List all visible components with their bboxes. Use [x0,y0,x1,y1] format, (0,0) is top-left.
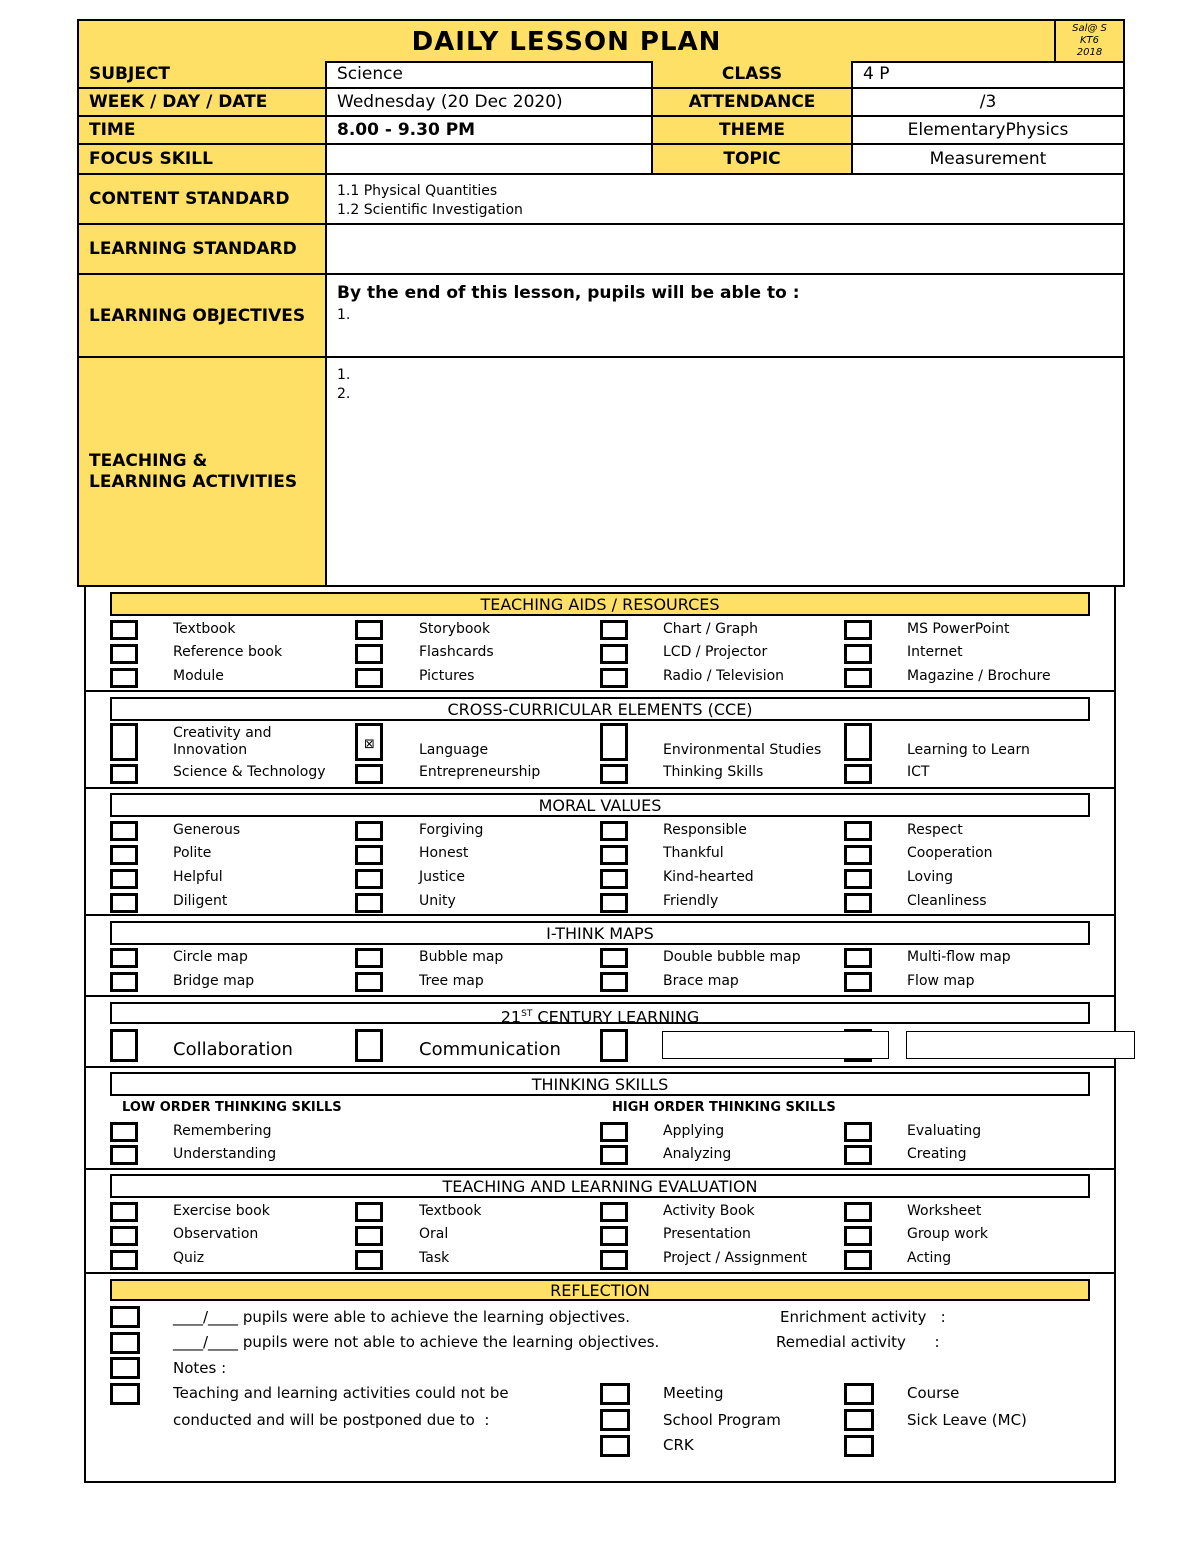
checkbox[interactable] [355,972,383,992]
class-label: CLASS [653,61,853,89]
checkbox[interactable] [110,1145,138,1165]
checkbox[interactable] [844,620,872,640]
checkbox[interactable] [600,1250,628,1270]
checkbox[interactable] [600,1122,628,1142]
section-divider [84,1066,1116,1068]
aid-option: Chart / Graph [663,621,759,637]
thinking-option: Creating [907,1146,967,1162]
enrichment-label: Enrichment activity : [780,1308,946,1326]
custom-entry-field[interactable] [662,1031,889,1059]
attendance-value[interactable]: /3 [853,89,1123,117]
checkbox[interactable] [355,668,383,688]
moral-option: Responsible [663,822,747,838]
time-value[interactable]: 8.00 - 9.30 PM [327,117,653,145]
evaluation-option: Acting [907,1250,952,1266]
checkbox[interactable] [844,845,872,865]
aid-option: Storybook [419,621,491,637]
section-divider [84,1168,1116,1170]
moral-option: Justice [419,869,465,885]
attendance-label: ATTENDANCE [653,89,853,117]
aid-option: Flashcards [419,644,494,660]
checkbox[interactable] [844,1409,874,1431]
content-standard-line: 1.2 Scientific Investigation [337,202,523,218]
stamp-line: KT6 [1079,35,1100,46]
evaluation-option: Textbook [419,1203,482,1219]
checkbox[interactable] [110,764,138,784]
checkbox[interactable] [110,972,138,992]
checkbox[interactable] [600,948,628,968]
content-standard-line: 1.1 Physical Quantities [337,183,498,199]
subject-value[interactable]: Science [327,61,653,89]
checkbox[interactable] [844,668,872,688]
teaching-activities-label [79,358,327,585]
achieved-line: ____/____ pupils were able to achieve the learning objectives. [173,1308,630,1326]
content-standard-value[interactable] [327,175,1123,225]
ithink-option: Circle map [173,949,248,965]
section-divider [84,787,1116,789]
checkbox[interactable] [355,821,383,841]
not-achieved-line: ____/____ pupils were not able to achieve the learning objectives. [173,1333,660,1351]
ithink-option: Tree map [419,973,484,989]
checkbox[interactable] [600,1145,628,1165]
remedial-label: Remedial activity : [776,1333,940,1351]
century-learning-title [110,1002,1090,1027]
topic-label: TOPIC [653,145,853,173]
aid-option: Pictures [419,668,475,684]
content-standard-label: CONTENT STANDARD [79,175,327,225]
moral-option: Unity [419,893,456,909]
century-sup: ST [521,1009,533,1019]
checkbox[interactable] [844,972,872,992]
moral-option: Diligent [173,893,228,909]
time-label: TIME [79,117,327,145]
title-bar [77,19,1125,63]
checkbox[interactable] [844,1383,874,1405]
section-divider [84,914,1116,916]
page-title: DAILY LESSON PLAN [411,27,722,57]
ithink-option: Brace map [663,973,739,989]
cce-option: Science & Technology [173,764,326,780]
reason-option: Course [907,1384,960,1402]
checkbox[interactable] [110,723,138,761]
reason-option: Meeting [663,1384,724,1402]
aid-option: Radio / Television [663,668,785,684]
teaching-aids-title: TEACHING AIDS / RESOURCES [110,592,1090,616]
evaluation-option: Worksheet [907,1203,982,1219]
activities-item: 2. [337,386,351,402]
checkbox[interactable] [600,1435,630,1457]
moral-option: Cooperation [907,845,993,861]
cce-title: CROSS-CURRICULAR ELEMENTS (CCE) [110,697,1090,721]
checkbox[interactable] [600,620,628,640]
checkbox[interactable] [355,764,383,784]
info-grid [77,61,1125,175]
postponed-line: Teaching and learning activities could not be [173,1384,509,1402]
aid-option: Reference book [173,644,283,660]
custom-entry-field[interactable] [906,1031,1135,1059]
checkbox[interactable] [844,1145,872,1165]
reason-option: Sick Leave (MC) [907,1411,1027,1429]
checkbox[interactable] [600,1202,628,1222]
evaluation-option: Observation [173,1226,259,1242]
aid-option: Magazine / Brochure [907,668,1051,684]
checkbox[interactable] [844,869,872,889]
low-order-heading: LOW ORDER THINKING SKILLS [122,1100,342,1115]
activities-label-line: TEACHING & [89,451,208,471]
objectives-item: 1. [337,307,351,323]
checkbox[interactable] [355,893,383,913]
stamp-line: 2018 [1076,47,1103,58]
thinking-option: Understanding [173,1146,277,1162]
checkbox[interactable] [844,644,872,664]
moral-option: Respect [907,822,963,838]
thinking-option: Evaluating [907,1123,982,1139]
cce-option: Entrepreneurship [419,764,541,780]
check-mark-icon: ⊠ [364,737,375,752]
cce-option-line: Innovation [173,742,248,758]
section-divider [84,690,1116,692]
checkbox[interactable] [844,893,872,913]
focus-skill-value[interactable] [327,145,653,173]
ithink-option: Double bubble map [663,949,801,965]
ithink-maps-title: I-THINK MAPS [110,921,1090,945]
checkbox[interactable] [110,1122,138,1142]
cce-option-line: Creativity and [173,725,272,741]
checkbox[interactable] [844,764,872,784]
moral-option: Honest [419,845,469,861]
evaluation-option: Task [419,1250,450,1266]
cce-option: ICT [907,764,930,780]
reflection-title: REFLECTION [110,1279,1090,1301]
century-option: Collaboration [173,1039,293,1060]
week-label: WEEK / DAY / DATE [79,89,327,117]
checkbox[interactable] [355,869,383,889]
checkbox[interactable] [844,1122,872,1142]
moral-option: Helpful [173,869,223,885]
ithink-option: Flow map [907,973,975,989]
thinking-option: Analyzing [663,1146,732,1162]
checkbox[interactable] [110,948,138,968]
moral-option: Loving [907,869,954,885]
century-number: 21 [500,1007,522,1027]
evaluation-option: Exercise book [173,1203,270,1219]
checkbox[interactable] [600,1226,628,1246]
aid-option: Module [173,668,224,684]
checkbox[interactable] [844,1250,872,1270]
checkbox[interactable] [600,764,628,784]
high-order-heading: HIGH ORDER THINKING SKILLS [612,1100,836,1115]
checkbox[interactable] [110,1250,138,1270]
checkbox[interactable] [844,1435,874,1457]
checkbox[interactable] [844,1202,872,1222]
moral-option: Kind-hearted [663,869,754,885]
moral-option: Polite [173,845,212,861]
checkbox[interactable] [110,644,138,664]
checkbox[interactable] [600,845,628,865]
ithink-option: Multi-flow map [907,949,1011,965]
standards-grid [77,173,1125,587]
activities-label-line: LEARNING ACTIVITIES [89,472,298,492]
focus-skill-label: FOCUS SKILL [79,145,327,173]
checkbox[interactable] [844,1226,872,1246]
checkbox[interactable] [600,668,628,688]
evaluation-option: Group work [907,1226,988,1242]
section-divider [84,995,1116,997]
checkbox[interactable] [600,821,628,841]
learning-objectives-value[interactable] [327,275,1123,358]
thinking-option: Remembering [173,1123,272,1139]
checkbox[interactable] [110,893,138,913]
checkbox[interactable] [110,1306,140,1328]
checkbox[interactable] [110,668,138,688]
subject-label: SUBJECT [79,61,327,89]
ithink-option: Bridge map [173,973,255,989]
checkbox[interactable] [110,1202,138,1222]
checkbox[interactable] [110,620,138,640]
checkbox[interactable] [355,1226,383,1246]
checkbox[interactable] [110,869,138,889]
cce-option: Environmental Studies [663,742,822,758]
evaluation-option: Quiz [173,1250,205,1266]
checkbox[interactable] [355,1029,383,1062]
evaluation-title: TEACHING AND LEARNING EVALUATION [110,1174,1090,1198]
checkbox-checked[interactable] [355,723,383,761]
checkbox[interactable] [110,1357,140,1379]
checkbox[interactable] [844,821,872,841]
aid-option: LCD / Projector [663,644,768,660]
checkbox[interactable] [110,1332,140,1354]
checkbox[interactable] [110,821,138,841]
week-value[interactable]: Wednesday (20 Dec 2020) [327,89,653,117]
aid-option: Internet [907,644,963,660]
checkbox[interactable] [600,1029,628,1062]
checkbox[interactable] [600,644,628,664]
checkbox[interactable] [355,845,383,865]
thinking-skills-title: THINKING SKILLS [110,1072,1090,1096]
activities-item: 1. [337,367,351,383]
evaluation-option: Presentation [663,1226,751,1242]
aid-option: Textbook [173,621,236,637]
objectives-intro: By the end of this lesson, pupils will be able to : [337,283,800,303]
checkbox[interactable] [844,948,872,968]
checkbox[interactable] [844,723,872,761]
aid-option: MS PowerPoint [907,621,1010,637]
checkbox[interactable] [600,1409,630,1431]
theme-label: THEME [653,117,853,145]
theme-value[interactable]: ElementaryPhysics [853,117,1123,145]
teaching-activities-value[interactable] [327,358,1123,585]
evaluation-option: Oral [419,1226,449,1242]
cce-option: Learning to Learn [907,742,1030,758]
checkbox[interactable] [600,723,628,761]
reason-option: CRK [663,1436,694,1454]
moral-option: Generous [173,822,241,838]
learning-standard-label: LEARNING STANDARD [79,225,327,275]
checkbox[interactable] [600,893,628,913]
moral-option: Friendly [663,893,719,909]
checkbox[interactable] [110,845,138,865]
thinking-option: Applying [663,1123,725,1139]
stamp-line: Sal@ S [1072,23,1107,34]
moral-values-title: MORAL VALUES [110,793,1090,817]
century-text: CENTURY LEARNING [532,1007,700,1027]
checkbox[interactable] [110,1226,138,1246]
learning-standard-value[interactable] [327,225,1123,275]
checkbox[interactable] [355,1250,383,1270]
moral-option: Thankful [663,845,724,861]
checkbox[interactable] [600,869,628,889]
moral-option: Cleanliness [907,893,987,909]
checkbox[interactable] [355,644,383,664]
author-stamp [1054,21,1123,61]
learning-objectives-label: LEARNING OBJECTIVES [79,275,327,358]
evaluation-option: Activity Book [663,1203,755,1219]
topic-value[interactable]: Measurement [929,149,1047,169]
ithink-option: Bubble map [419,949,504,965]
checkbox[interactable] [355,1202,383,1222]
checkbox[interactable] [600,1383,630,1405]
notes-label: Notes : [173,1359,227,1377]
checkbox[interactable] [355,948,383,968]
century-option: Communication [419,1039,561,1060]
section-divider [84,1272,1116,1274]
checkbox[interactable] [110,1029,138,1062]
cce-option: Thinking Skills [663,764,764,780]
postponed-line: conducted and will be postponed due to : [173,1411,490,1429]
evaluation-option: Project / Assignment [663,1250,807,1266]
checkbox[interactable] [600,972,628,992]
moral-option: Forgiving [419,822,484,838]
reason-option: School Program [663,1411,781,1429]
checkbox[interactable] [110,1383,140,1405]
cce-option [173,725,272,759]
class-value[interactable]: 4 P [853,61,1123,89]
checkbox[interactable] [355,620,383,640]
cce-option: Language [419,742,489,758]
